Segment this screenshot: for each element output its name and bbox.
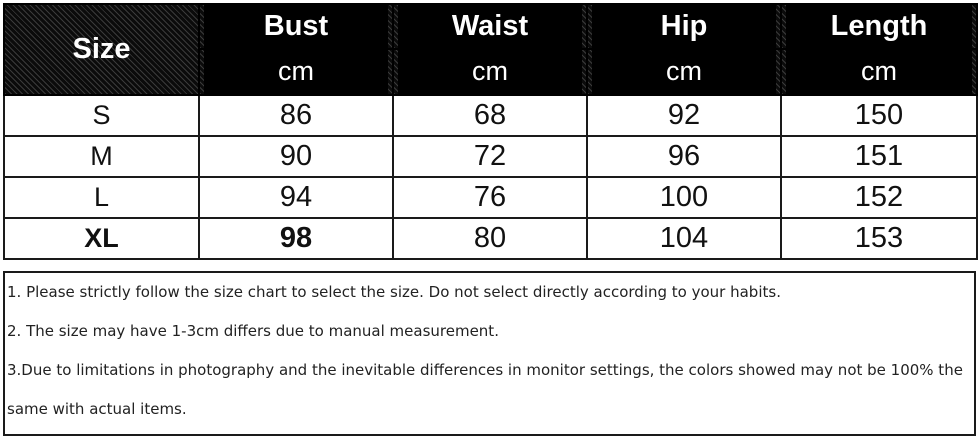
unit-waist: cm: [393, 49, 587, 95]
unit-length: cm: [781, 49, 977, 95]
hip-cell: 92: [587, 95, 781, 136]
note-1: 1. Please strictly follow the size chart to select the size. Do not select directly according to your habits.: [7, 283, 781, 301]
table-row: [4, 218, 977, 259]
table-row: [4, 95, 977, 136]
note-2: 2. The size may have 1-3cm differs due to manual measurement.: [7, 322, 499, 340]
header-size: Size: [4, 4, 199, 95]
header-waist: Waist: [393, 4, 587, 49]
length-cell: 151: [781, 136, 977, 177]
size-chart-table: [3, 3, 978, 260]
size-cell: XL: [4, 218, 199, 259]
waist-cell: 80: [393, 218, 587, 259]
size-cell: S: [4, 95, 199, 136]
bust-cell: 94: [199, 177, 393, 218]
size-cell: M: [4, 136, 199, 177]
length-cell: 152: [781, 177, 977, 218]
length-cell: 153: [781, 218, 977, 259]
table-row: [4, 136, 977, 177]
size-chart-header: [4, 4, 977, 95]
waist-cell: 68: [393, 95, 587, 136]
unit-bust: cm: [199, 49, 393, 95]
length-cell: 150: [781, 95, 977, 136]
header-length: Length: [781, 4, 977, 49]
hip-cell: 100: [587, 177, 781, 218]
waist-cell: 72: [393, 136, 587, 177]
bust-cell: 86: [199, 95, 393, 136]
bust-cell: 90: [199, 136, 393, 177]
unit-hip: cm: [587, 49, 781, 95]
hip-cell: 104: [587, 218, 781, 259]
bust-cell: 98: [199, 218, 393, 259]
header-hip: Hip: [587, 4, 781, 49]
hip-cell: 96: [587, 136, 781, 177]
table-row: [4, 177, 977, 218]
waist-cell: 76: [393, 177, 587, 218]
size-chart-body: [4, 95, 977, 259]
size-cell: L: [4, 177, 199, 218]
note-3: 3.Due to limitations in photography and the inevitable differences in monitor settings, the colors showed may not be 100% the same with actual items.: [7, 361, 963, 418]
size-notes: [3, 271, 976, 436]
header-bust: Bust: [199, 4, 393, 49]
